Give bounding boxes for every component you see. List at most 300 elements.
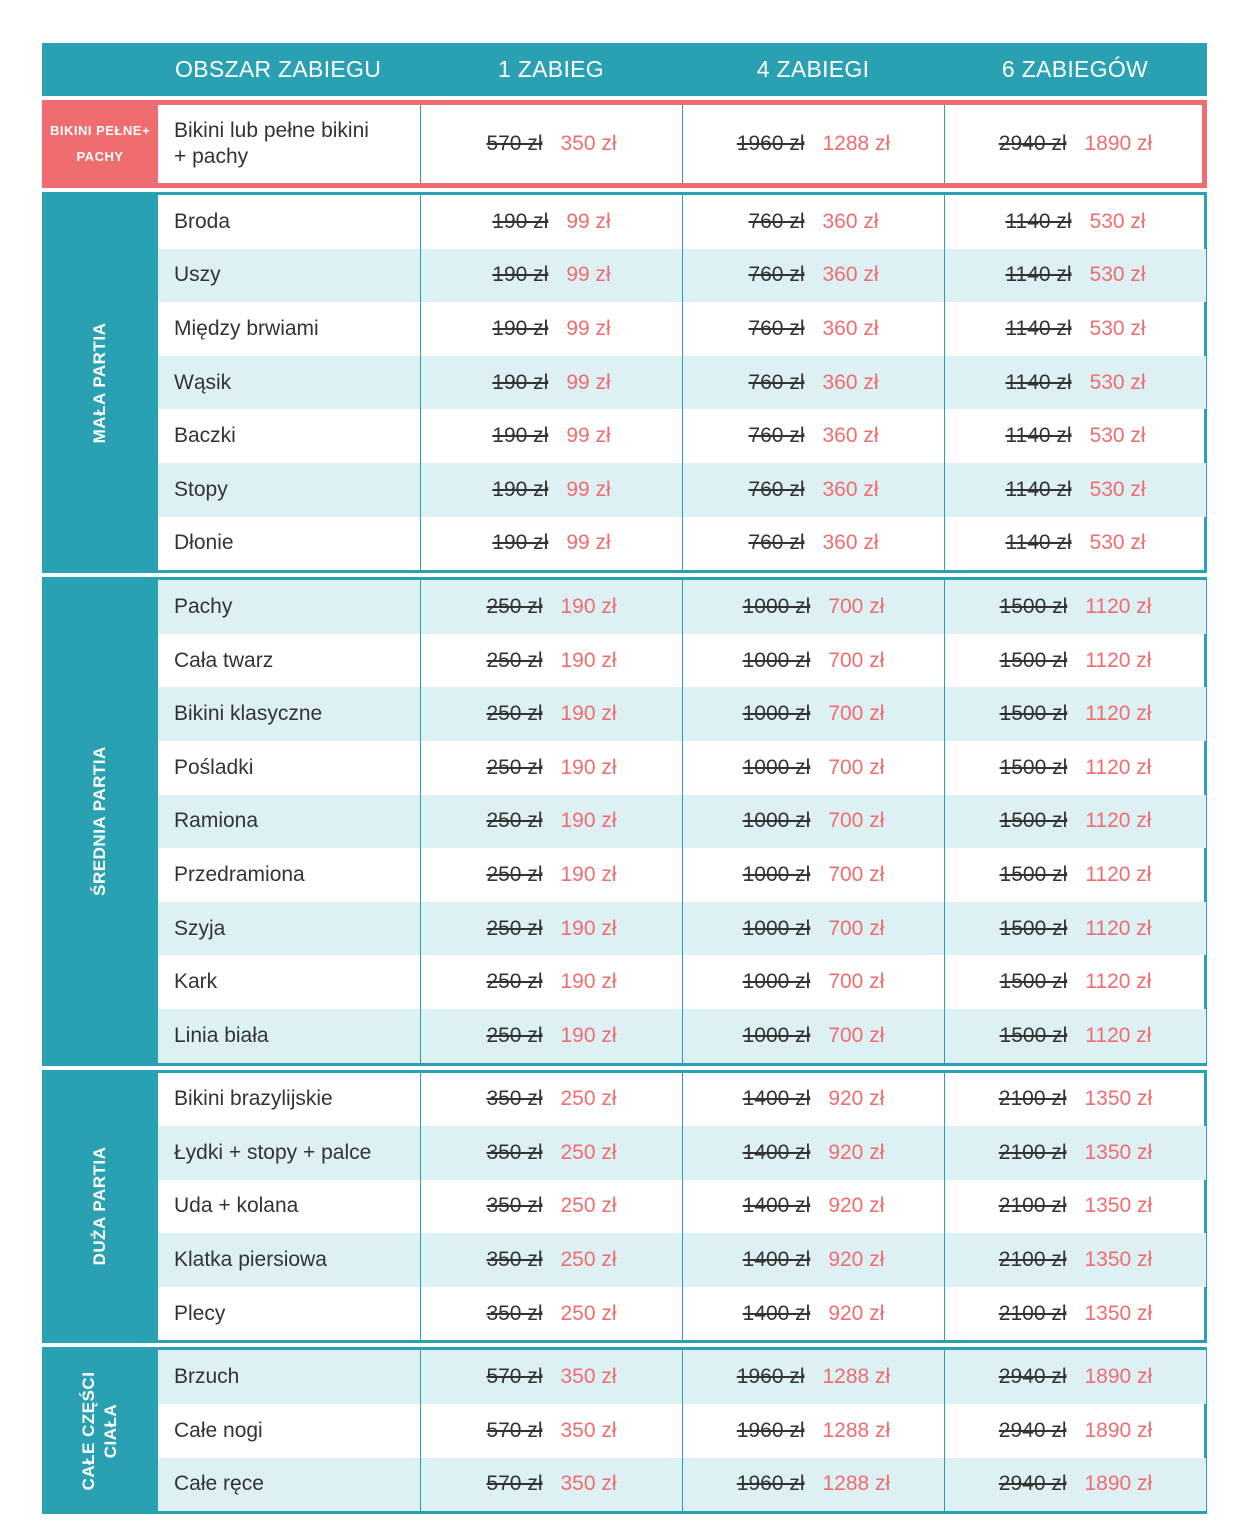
old-price: 760 zł (748, 370, 805, 394)
price-1-treatment (420, 1009, 682, 1063)
new-price: 360 zł (822, 370, 879, 394)
old-price: 190 zł (492, 209, 549, 233)
old-price: 570 zł (486, 1418, 543, 1442)
old-price: 250 zł (486, 809, 543, 833)
price-6-treatments (944, 580, 1206, 634)
area-line: + pachy (174, 145, 249, 168)
price-1-treatment (420, 580, 682, 634)
category-group (42, 1347, 1207, 1514)
price-4-treatments (682, 463, 944, 517)
category-label-line: MAŁA PARTIA (90, 322, 109, 443)
area-line: Bikini lub pełne bikini (174, 119, 369, 142)
area-cell: Uszy (174, 263, 221, 287)
new-price: 99 zł (566, 424, 611, 448)
table-row (158, 955, 1206, 1009)
price-6-treatments (944, 1073, 1206, 1127)
area-cell: Broda (174, 209, 231, 233)
price-4-treatments (682, 580, 944, 634)
old-price: 760 zł (748, 531, 805, 555)
new-price: 1120 zł (1085, 970, 1152, 994)
old-price: 190 zł (492, 370, 549, 394)
area-cell: Wąsik (174, 370, 232, 394)
new-price: 700 zł (828, 702, 885, 726)
category-label (42, 1073, 158, 1341)
old-price: 1000 zł (742, 916, 811, 940)
old-price: 250 zł (486, 755, 543, 779)
new-price: 360 zł (822, 531, 879, 555)
old-price: 570 zł (486, 1365, 543, 1389)
table-row (158, 1126, 1206, 1180)
price-6-treatments (944, 795, 1206, 849)
new-price: 920 zł (828, 1248, 885, 1272)
old-price: 350 zł (486, 1087, 543, 1111)
header-6-treatments: 6 ZABIEGÓW (1001, 56, 1149, 82)
new-price: 1890 zł (1084, 1472, 1153, 1496)
table-row (158, 1458, 1206, 1512)
price-4-treatments (682, 1180, 944, 1234)
new-price: 190 zł (560, 648, 617, 672)
category-label-text (89, 1147, 111, 1266)
price-6-treatments (944, 302, 1206, 356)
price-6-treatments (944, 105, 1206, 183)
price-1-treatment (420, 848, 682, 902)
new-price: 1120 zł (1085, 862, 1152, 886)
new-price: 1120 zł (1085, 594, 1152, 618)
price-4-treatments (682, 687, 944, 741)
featured-group (42, 100, 1207, 188)
price-4-treatments (682, 955, 944, 1009)
header-corner (42, 43, 158, 96)
category-label (42, 195, 158, 570)
price-1-treatment (420, 409, 682, 463)
old-price: 1500 zł (999, 862, 1068, 886)
category-label-line: CIAŁA (101, 1403, 120, 1459)
new-price: 190 zł (560, 1023, 617, 1047)
old-price: 1140 zł (1005, 263, 1072, 287)
new-price: 250 zł (560, 1301, 617, 1325)
price-6-treatments (944, 741, 1206, 795)
price-4-treatments (682, 409, 944, 463)
price-6-treatments (944, 517, 1206, 571)
old-price: 1000 zł (742, 648, 811, 672)
price-1-treatment (420, 302, 682, 356)
category-group (42, 192, 1207, 573)
new-price: 250 zł (560, 1194, 617, 1218)
price-6-treatments (944, 955, 1206, 1009)
category-label-text (42, 118, 158, 170)
category-rows (158, 1350, 1206, 1511)
price-4-treatments (682, 741, 944, 795)
new-price: 1120 zł (1085, 1023, 1152, 1047)
price-6-treatments (944, 1404, 1206, 1458)
price-4-treatments (682, 302, 944, 356)
price-6-treatments (944, 356, 1206, 410)
old-price: 1960 zł (736, 1365, 805, 1389)
new-price: 99 zł (566, 531, 611, 555)
price-4-treatments (682, 1404, 944, 1458)
new-price: 1120 zł (1085, 916, 1152, 940)
header-1-treatment: 1 ZABIEG (498, 56, 604, 82)
price-1-treatment (420, 463, 682, 517)
new-price: 350 zł (560, 1418, 617, 1442)
price-6-treatments (944, 249, 1206, 303)
table-row (158, 463, 1206, 517)
category-rows (158, 195, 1206, 570)
area-cell: Klatka piersiowa (174, 1248, 327, 1272)
price-4-treatments (682, 1073, 944, 1127)
old-price: 1140 zł (1005, 370, 1072, 394)
new-price: 190 zł (560, 916, 617, 940)
price-1-treatment (420, 902, 682, 956)
old-price: 1000 zł (742, 755, 811, 779)
old-price: 2940 zł (998, 1365, 1067, 1389)
old-price: 1140 zł (1005, 209, 1072, 233)
category-label-line: ŚREDNIA PARTIA (90, 746, 109, 897)
category-label-text (78, 1371, 122, 1490)
new-price: 1288 zł (822, 1472, 891, 1496)
area-cell: Ramiona (174, 809, 259, 833)
old-price: 1500 zł (999, 594, 1068, 618)
old-price: 250 zł (486, 648, 543, 672)
price-6-treatments (944, 1287, 1206, 1341)
area-cell (158, 105, 420, 183)
new-price: 700 zł (828, 594, 885, 618)
old-price: 570 zł (486, 1472, 543, 1496)
price-6-treatments (944, 195, 1206, 249)
old-price: 350 zł (486, 1248, 543, 1272)
category-group (42, 577, 1207, 1065)
new-price: 190 zł (560, 594, 617, 618)
new-price: 190 zł (560, 809, 617, 833)
old-price: 1960 zł (736, 1472, 805, 1496)
old-price: 2940 zł (998, 132, 1067, 155)
new-price: 350 zł (560, 1365, 617, 1389)
old-price: 190 zł (492, 531, 549, 555)
price-1-treatment (420, 1287, 682, 1341)
price-1-treatment (420, 1458, 682, 1512)
old-price: 1400 zł (742, 1194, 811, 1218)
price-4-treatments (682, 105, 944, 183)
price-1-treatment (420, 741, 682, 795)
area-cell: Pośladki (174, 755, 254, 779)
price-4-treatments (682, 356, 944, 410)
old-price: 1500 zł (999, 755, 1068, 779)
price-6-treatments (944, 1126, 1206, 1180)
area-cell: Łydki + stopy + palce (174, 1140, 372, 1164)
old-price: 1140 zł (1005, 316, 1072, 340)
area-cell: Między brwiami (174, 316, 319, 340)
new-price: 700 zł (828, 970, 885, 994)
old-price: 1500 zł (999, 809, 1068, 833)
area-cell: Przedramiona (174, 862, 305, 886)
new-price: 530 zł (1089, 424, 1146, 448)
price-1-treatment (420, 1180, 682, 1234)
new-price: 99 zł (566, 209, 611, 233)
new-price: 1120 zł (1085, 648, 1152, 672)
price-6-treatments (944, 1233, 1206, 1287)
price-4-treatments (682, 1458, 944, 1512)
price-4-treatments (682, 1126, 944, 1180)
category-group (42, 1070, 1207, 1344)
table-row (158, 1350, 1206, 1404)
area-cell: Cała twarz (174, 648, 274, 672)
area-cell: Szyja (174, 916, 226, 940)
new-price: 1288 zł (822, 1418, 891, 1442)
table-row (158, 1073, 1206, 1127)
area-cell: Brzuch (174, 1365, 240, 1389)
table-row (158, 302, 1206, 356)
table-body (42, 100, 1207, 1514)
old-price: 760 zł (748, 263, 805, 287)
table-row (158, 634, 1206, 688)
new-price: 920 zł (828, 1087, 885, 1111)
area-cell: Plecy (174, 1301, 226, 1325)
old-price: 250 zł (486, 1023, 543, 1047)
category-label-line: BIKINI PEŁNE (49, 123, 142, 138)
price-4-treatments (682, 1287, 944, 1341)
new-price: 250 zł (560, 1140, 617, 1164)
category-rows (158, 580, 1206, 1062)
old-price: 1500 zł (999, 970, 1068, 994)
new-price: 920 zł (828, 1301, 885, 1325)
new-price: 1288 zł (822, 1365, 891, 1389)
price-4-treatments (682, 795, 944, 849)
new-price: 360 zł (822, 477, 879, 501)
area-cell: Bikini klasyczne (174, 702, 323, 726)
price-6-treatments (944, 1180, 1206, 1234)
new-price: 1120 zł (1085, 702, 1152, 726)
table-row (158, 249, 1206, 303)
header-area: OBSZAR ZABIEGU (175, 56, 382, 82)
price-1-treatment (420, 1233, 682, 1287)
old-price: 250 zł (486, 594, 543, 618)
category-label (42, 105, 158, 183)
new-price: 190 zł (560, 970, 617, 994)
old-price: 1140 zł (1005, 477, 1072, 501)
old-price: 1000 zł (742, 809, 811, 833)
price-4-treatments (682, 848, 944, 902)
price-1-treatment (420, 955, 682, 1009)
old-price: 1500 zł (999, 916, 1068, 940)
new-price: 530 zł (1089, 531, 1146, 555)
area-cell: Uda + kolana (174, 1194, 299, 1218)
price-1-treatment (420, 105, 682, 183)
old-price: 190 zł (492, 424, 549, 448)
price-6-treatments (944, 1009, 1206, 1063)
table-row (158, 1233, 1206, 1287)
new-price: 920 zł (828, 1140, 885, 1164)
price-6-treatments (944, 1350, 1206, 1404)
area-cell: Dłonie (174, 531, 234, 555)
category-label-text (89, 747, 111, 897)
price-4-treatments (682, 1350, 944, 1404)
price-4-treatments (682, 249, 944, 303)
new-price: 190 zł (560, 702, 617, 726)
new-price: 360 zł (822, 316, 879, 340)
table-row (158, 195, 1206, 249)
new-price: 700 zł (828, 1023, 885, 1047)
old-price: 350 zł (486, 1140, 543, 1164)
category-rows (158, 1073, 1206, 1341)
new-price: 700 zł (828, 809, 885, 833)
area-cell: Kark (174, 970, 218, 994)
price-6-treatments (944, 463, 1206, 517)
new-price: 350 zł (560, 1472, 617, 1496)
old-price: 350 zł (486, 1301, 543, 1325)
new-price: 1288 zł (822, 132, 891, 155)
new-price: 530 zł (1089, 316, 1146, 340)
old-price: 190 zł (492, 263, 549, 287)
old-price: 1500 zł (999, 1023, 1068, 1047)
new-price: 1890 zł (1084, 132, 1153, 155)
old-price: 1500 zł (999, 702, 1068, 726)
price-6-treatments (944, 687, 1206, 741)
price-1-treatment (420, 1126, 682, 1180)
old-price: 2940 zł (998, 1472, 1067, 1496)
area-cell: Całe nogi (174, 1418, 263, 1442)
new-price: 99 zł (566, 477, 611, 501)
table-row (158, 1009, 1206, 1063)
old-price: 2100 zł (998, 1301, 1067, 1325)
old-price: 1000 zł (742, 702, 811, 726)
category-label-line: DUŻA PARTIA (90, 1147, 109, 1266)
old-price: 250 zł (486, 862, 543, 886)
area-cell: Linia biała (174, 1023, 269, 1047)
new-price: 700 zł (828, 755, 885, 779)
old-price: 760 zł (748, 477, 805, 501)
table-row (158, 1287, 1206, 1341)
old-price: 1400 zł (742, 1087, 811, 1111)
new-price: 530 zł (1089, 477, 1146, 501)
new-price: 360 zł (822, 263, 879, 287)
price-4-treatments (682, 517, 944, 571)
new-price: 99 zł (566, 316, 611, 340)
price-6-treatments (944, 848, 1206, 902)
area-cell: Pachy (174, 594, 233, 618)
area-text (174, 118, 369, 170)
old-price: 2100 zł (998, 1248, 1067, 1272)
new-price: 920 zł (828, 1194, 885, 1218)
old-price: 1400 zł (742, 1140, 811, 1164)
category-label (42, 580, 158, 1062)
table-row (158, 687, 1206, 741)
new-price: 350 zł (560, 132, 617, 155)
table-row (158, 356, 1206, 410)
old-price: 350 zł (486, 1194, 543, 1218)
new-price: 700 zł (828, 916, 885, 940)
old-price: 1400 zł (742, 1301, 811, 1325)
price-1-treatment (420, 195, 682, 249)
price-4-treatments (682, 634, 944, 688)
price-1-treatment (420, 517, 682, 571)
old-price: 1000 zł (742, 862, 811, 886)
old-price: 190 zł (492, 316, 549, 340)
old-price: 250 zł (486, 916, 543, 940)
new-price: 1120 zł (1085, 755, 1152, 779)
category-label-line: CAŁE CZĘŚCI (79, 1371, 98, 1491)
price-6-treatments (944, 1458, 1206, 1512)
old-price: 760 zł (748, 424, 805, 448)
table-row (158, 409, 1206, 463)
header-4-treatments: 4 ZABIEGI (756, 56, 870, 82)
table-row (158, 1404, 1206, 1458)
price-1-treatment (420, 795, 682, 849)
table-row (158, 848, 1206, 902)
new-price: 190 zł (560, 755, 617, 779)
old-price: 760 zł (748, 316, 805, 340)
area-cell: Całe ręce (174, 1472, 264, 1496)
old-price: 1960 zł (736, 1418, 805, 1442)
area-cell: Stopy (174, 477, 228, 501)
table-row (158, 580, 1206, 634)
old-price: 190 zł (492, 477, 549, 501)
old-price: 2100 zł (998, 1140, 1067, 1164)
new-price: 250 zł (560, 1248, 617, 1272)
old-price: 1400 zł (742, 1248, 811, 1272)
price-1-treatment (420, 687, 682, 741)
old-price: 2100 zł (998, 1087, 1067, 1111)
price-6-treatments (944, 634, 1206, 688)
new-price: 1890 zł (1084, 1365, 1153, 1389)
new-price: 360 zł (822, 424, 879, 448)
new-price: 1350 zł (1084, 1140, 1153, 1164)
new-price: 1350 zł (1084, 1301, 1153, 1325)
old-price: 1000 zł (742, 970, 811, 994)
table-row (158, 741, 1206, 795)
old-price: 760 zł (748, 209, 805, 233)
old-price: 1000 zł (742, 1023, 811, 1047)
price-6-treatments (944, 409, 1206, 463)
price-4-treatments (682, 1009, 944, 1063)
new-price: 530 zł (1089, 263, 1146, 287)
old-price: 570 zł (486, 132, 543, 155)
table-row (158, 105, 1206, 183)
old-price: 2100 zł (998, 1194, 1067, 1218)
new-price: 250 zł (560, 1087, 617, 1111)
category-rows (158, 105, 1206, 183)
price-4-treatments (682, 902, 944, 956)
table-row (158, 902, 1206, 956)
table-row (158, 517, 1206, 571)
price-1-treatment (420, 1404, 682, 1458)
price-6-treatments (944, 902, 1206, 956)
new-price: 360 zł (822, 209, 879, 233)
new-price: 700 zł (828, 648, 885, 672)
category-label-line: + PACHY (76, 123, 151, 164)
new-price: 1350 zł (1084, 1087, 1153, 1111)
old-price: 2940 zł (998, 1418, 1067, 1442)
category-label (42, 1350, 158, 1511)
table-row (158, 1180, 1206, 1234)
table-header (42, 43, 1207, 100)
category-label-text (89, 322, 111, 443)
price-1-treatment (420, 634, 682, 688)
old-price: 1000 zł (742, 594, 811, 618)
price-4-treatments (682, 1233, 944, 1287)
price-1-treatment (420, 1073, 682, 1127)
table-row (158, 795, 1206, 849)
price-4-treatments (682, 195, 944, 249)
price-1-treatment (420, 1350, 682, 1404)
old-price: 250 zł (486, 702, 543, 726)
new-price: 1350 zł (1084, 1194, 1153, 1218)
price-1-treatment (420, 249, 682, 303)
new-price: 530 zł (1089, 209, 1146, 233)
price-table (42, 43, 1207, 1518)
old-price: 250 zł (486, 970, 543, 994)
old-price: 1960 zł (736, 132, 805, 155)
new-price: 99 zł (566, 263, 611, 287)
